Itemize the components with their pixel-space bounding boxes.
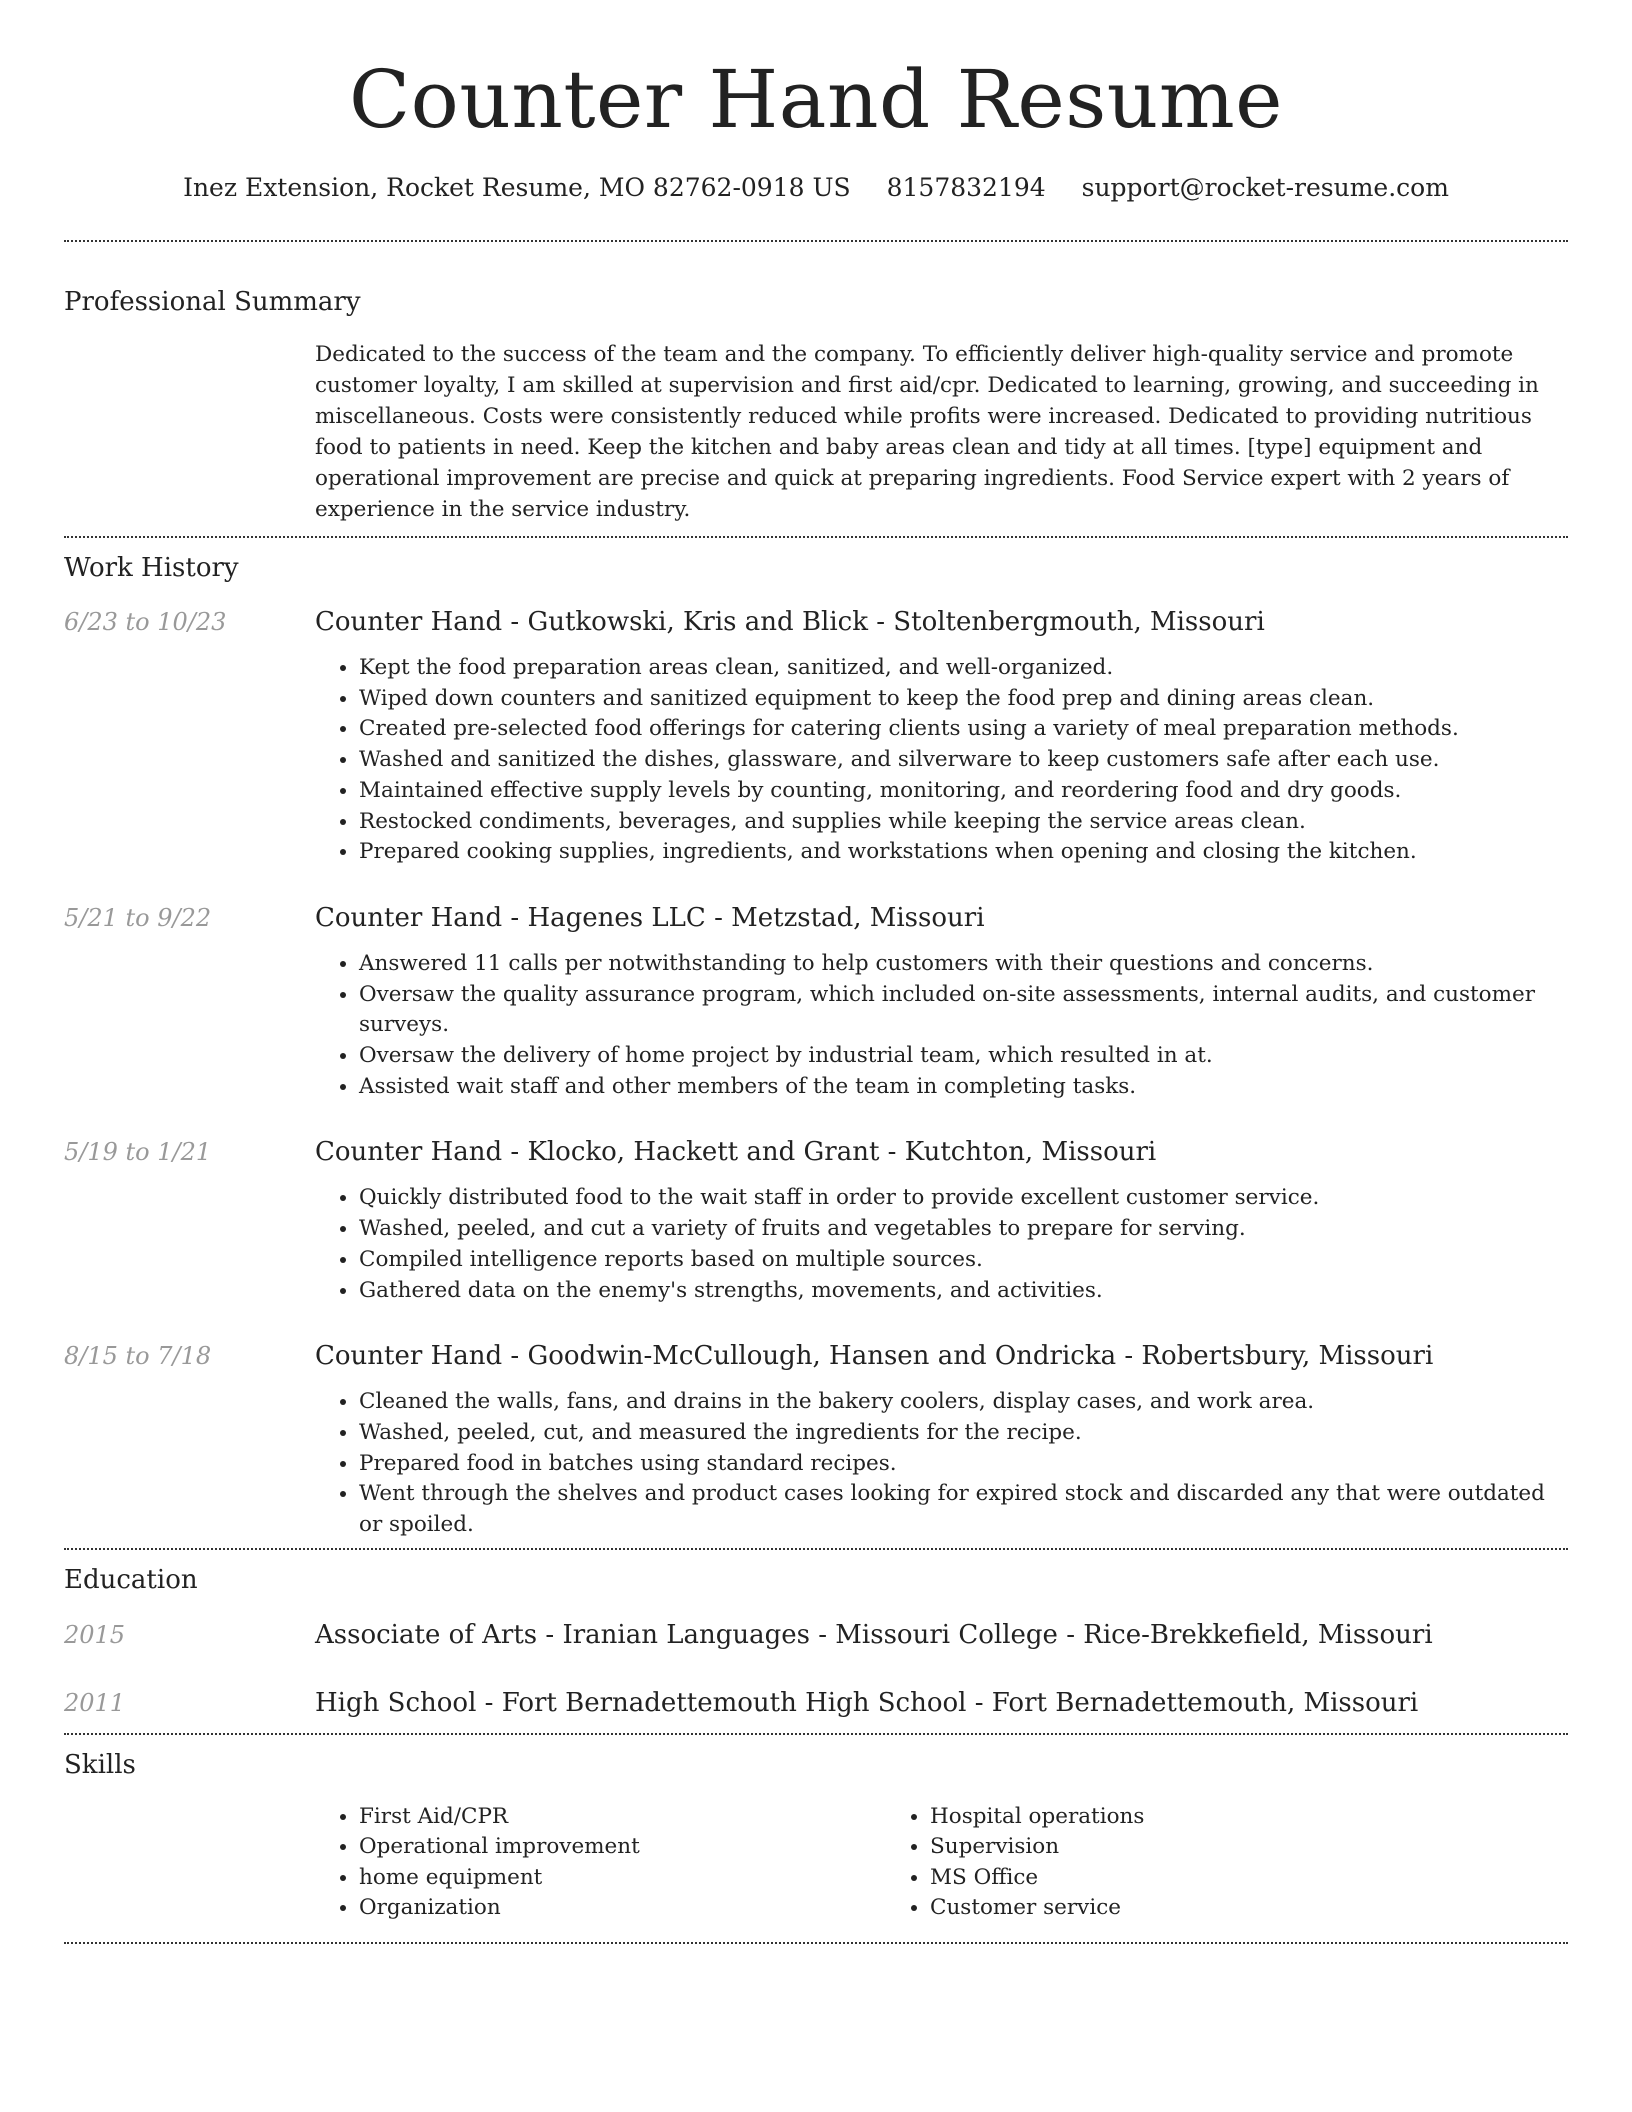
list-item: • Washed, peeled, and cut a variety of fruits and vegetables to prepare for serving.: [359, 1214, 1568, 1245]
job-bullets: [315, 949, 1568, 1103]
list-item: • Quickly distributed food to the wait staff in order to provide excellent customer service.: [359, 1183, 1568, 1214]
divider: [64, 536, 1568, 538]
contact-email: support@rocket-resume.com: [1081, 173, 1449, 202]
section-heading-work: Work History: [64, 553, 239, 583]
section-heading-skills: Skills: [64, 1749, 136, 1780]
list-item: • Assisted wait staff and other members of the team in completing tasks.: [359, 1072, 1568, 1103]
list-item: • Oversaw the quality assurance program, which included on-site assessments, internal audits, and customer surveys.: [359, 980, 1568, 1041]
job-bullets: [315, 1183, 1568, 1306]
list-item: • Kept the food preparation areas clean, sanitized, and well-organized.: [359, 653, 1568, 684]
list-item: • Created pre-selected food offerings for catering clients using a variety of meal preparation methods.: [359, 714, 1568, 745]
education-year: 2015: [64, 1620, 126, 1649]
skill-item: • First Aid/CPR: [359, 1802, 886, 1833]
list-item: • Maintained effective supply levels by counting, monitoring, and reordering food and dry goods.: [359, 776, 1568, 807]
list-item: • Oversaw the delivery of home project by industrial team, which resulted in at.: [359, 1041, 1568, 1072]
list-item: • Gathered data on the enemy's strengths, movements, and activities.: [359, 1276, 1568, 1307]
job-bullets: [315, 653, 1568, 868]
job-entry: [64, 901, 1568, 1103]
job-dates: 6/23 to 10/23: [64, 608, 227, 636]
job-bullets: [315, 1387, 1568, 1541]
list-item: • Prepared food in batches using standard recipes.: [359, 1449, 1568, 1480]
contact-phone: 8157832194: [886, 173, 1046, 202]
job-dates: 5/21 to 9/22: [64, 903, 212, 932]
job-entry: [64, 1339, 1568, 1541]
skill-item: • Organization: [359, 1893, 886, 1924]
list-item: • Answered 11 calls per notwithstanding to help customers with their questions and concerns.: [359, 949, 1568, 980]
skills-row: [64, 1802, 1568, 1924]
job-title: Counter Hand - Goodwin-McCullough, Hansen and Ondricka - Robertsbury, Missouri: [315, 1341, 1434, 1372]
contact-address: Inez Extension, Rocket Resume, MO 82762-0918 US: [183, 173, 851, 202]
contact-line: [64, 170, 1568, 206]
education-title: High School - Fort Bernadettemouth High School - Fort Bernadettemouth, Missouri: [315, 1687, 1419, 1718]
job-title: Counter Hand - Gutkowski, Kris and Blick - Stoltenbergmouth, Missouri: [315, 607, 1265, 637]
list-item: • Washed and sanitized the dishes, glassware, and silverware to keep customers safe after each use.: [359, 745, 1568, 776]
job-title: Counter Hand - Hagenes LLC - Metzstad, Missouri: [315, 902, 985, 933]
list-item: • Washed, peeled, cut, and measured the ingredients for the recipe.: [359, 1418, 1568, 1449]
job-title: Counter Hand - Klocko, Hackett and Grant - Kutchton, Missouri: [315, 1137, 1157, 1168]
skill-item: • Supervision: [930, 1832, 1457, 1863]
skill-item: • Operational improvement: [359, 1832, 886, 1863]
list-item: • Wiped down counters and sanitized equipment to keep the food prep and dining areas clean.: [359, 684, 1568, 715]
education-year: 2011: [64, 1688, 126, 1717]
summary-text: Dedicated to the success of the team and the company. To efficiently deliver high-quality service and promote customer loyalty, I am skilled at supervision and first aid/cpr. Dedicated to learning, growing, and succeeding in miscellaneous. Costs were consistently reduced while profits were increased. Dedicated to providing nutritious food to patients in need. Keep the kitchen and baby areas clean and tidy at all times. [type] equipment and operational improvement are precise and quick at preparing ingredients. Food Service expert with 2 years of experience in the service industry.: [315, 342, 1539, 522]
skill-item: • home equipment: [359, 1863, 886, 1894]
skill-item: • MS Office: [930, 1863, 1457, 1894]
job-entry: [64, 605, 1568, 868]
skill-item: • Customer service: [930, 1893, 1457, 1924]
education-entry: [64, 1686, 1568, 1720]
divider: [64, 1548, 1568, 1550]
list-item: • Restocked condiments, beverages, and supplies while keeping the service areas clean.: [359, 807, 1568, 838]
list-item: • Prepared cooking supplies, ingredients, and workstations when opening and closing the kitchen.: [359, 837, 1568, 868]
job-dates: 5/19 to 1/21: [64, 1138, 212, 1167]
skills-grid: [315, 1802, 1568, 1924]
skill-item: • Hospital operations: [930, 1802, 1457, 1833]
education-title: Associate of Arts - Iranian Languages - Missouri College - Rice-Brekkefield, Missouri: [315, 1619, 1433, 1650]
job-entry: [64, 1135, 1568, 1306]
list-item: • Went through the shelves and product cases looking for expired stock and discarded any that were outdated or spoiled.: [359, 1479, 1568, 1540]
section-heading-education: Education: [64, 1564, 198, 1595]
list-item: • Cleaned the walls, fans, and drains in the bakery coolers, display cases, and work area.: [359, 1387, 1568, 1418]
divider: [64, 1733, 1568, 1735]
summary-row: [64, 339, 1568, 525]
list-item: • Compiled intelligence reports based on multiple sources.: [359, 1245, 1568, 1276]
job-dates: 8/15 to 7/18: [64, 1342, 212, 1371]
section-heading-summary: Professional Summary: [64, 287, 361, 317]
divider: [64, 240, 1568, 242]
skills-list-right: [886, 1802, 1457, 1924]
education-entry: [64, 1618, 1568, 1652]
skills-list-left: [315, 1802, 886, 1924]
resume-title: Counter Hand Resume: [348, 53, 1284, 146]
divider: [64, 1942, 1568, 1944]
